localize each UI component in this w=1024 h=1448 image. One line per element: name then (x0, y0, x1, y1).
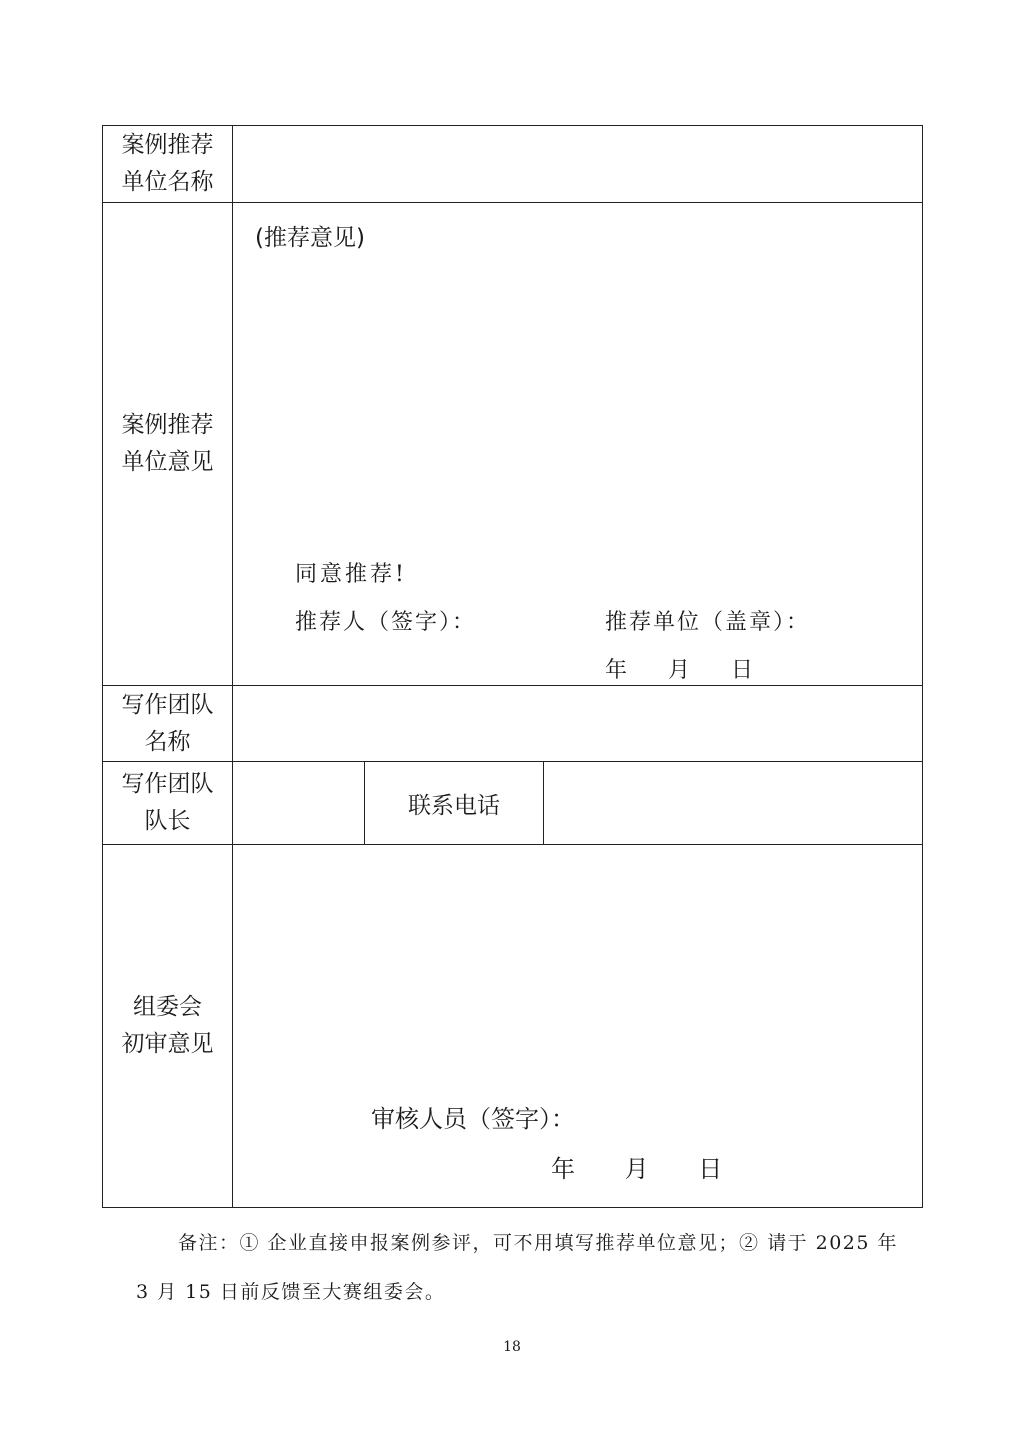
field-recommending-unit-opinion[interactable] (233, 203, 923, 686)
recommendation-form-table (102, 125, 923, 1208)
label-recommending-unit-opinion: 案例推荐 单位意见 (103, 203, 233, 686)
field-contact-phone[interactable] (544, 762, 923, 845)
row-team-leader (103, 762, 923, 845)
label-committee-review: 组委会 初审意见 (103, 845, 233, 1208)
recommender-signature-label: 推荐人（签字）： (295, 610, 477, 635)
review-date: 年 月 日 (551, 1155, 723, 1183)
label-contact-phone: 联系电话 (365, 762, 544, 845)
page-number: 18 (503, 1339, 521, 1355)
row-committee-review (103, 845, 923, 1208)
recommending-unit-seal-label: 推荐单位（盖章）： (605, 610, 811, 635)
field-committee-review[interactable] (233, 845, 923, 1208)
opinion-hint: (推荐意见) (255, 225, 365, 251)
reviewer-signature-label: 审核人员（签字）： (371, 1105, 575, 1133)
note-line-1: 备注：① 企业直接申报案例参评，可不用填写推荐单位意见；② 请于 2025 年 (178, 1232, 899, 1254)
field-recommending-unit-name[interactable] (233, 126, 923, 203)
row-recommending-unit-name (103, 126, 923, 203)
field-team-leader[interactable] (233, 762, 365, 845)
row-recommending-unit-opinion (103, 203, 923, 686)
label-team-name: 写作团队 名称 (103, 686, 233, 762)
note-line-2: 3 月 15 日前反馈至大赛组委会。 (136, 1281, 446, 1303)
opinion-date: 年 月 日 (605, 658, 753, 683)
label-team-leader: 写作团队 队长 (103, 762, 233, 845)
label-recommending-unit-name: 案例推荐 单位名称 (103, 126, 233, 203)
field-team-name[interactable] (233, 686, 923, 762)
agree-text: 同意推荐! (295, 562, 407, 587)
row-team-name (103, 686, 923, 762)
